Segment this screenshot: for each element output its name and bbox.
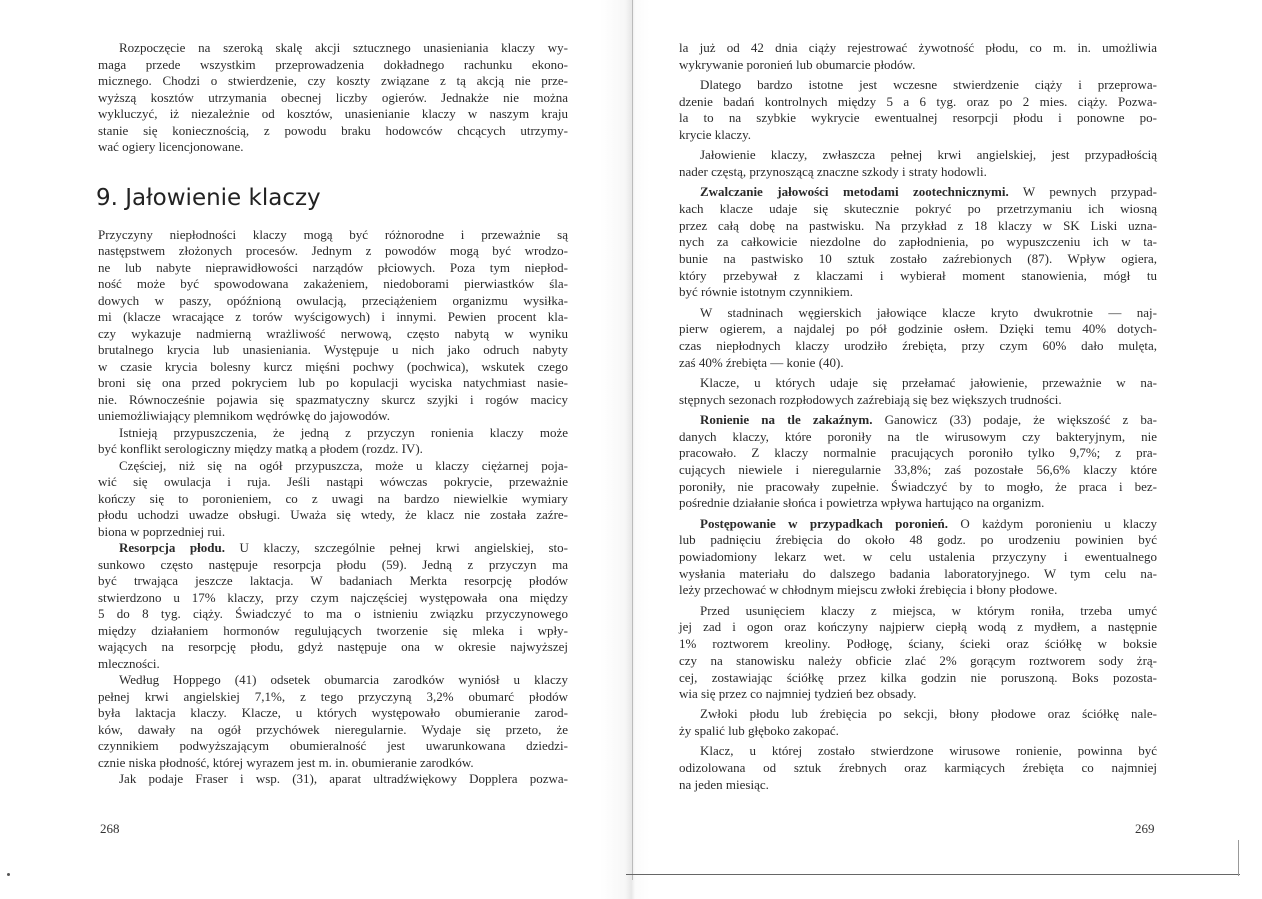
text-line: czy na stanowisku należy obficie zlać 2% gorącym roztworem sody żrą-	[679, 652, 1157, 668]
left-page-text	[98, 40, 568, 788]
text-line: wysłania materiału do dalszego badania laboratoryjnego. W tym celu na-	[679, 565, 1157, 581]
line-text: Ganowicz (33) podaje, że większość z ba-	[872, 412, 1157, 427]
paragraph	[679, 77, 1157, 144]
text-line	[98, 540, 568, 557]
section-lead-bold: Resorpcja płodu.	[119, 540, 225, 555]
text-line: krycie klaczy.	[679, 127, 752, 143]
text-line: 5 do 8 tyg. ciąży. Świadczyć to ma o istnieniu związku przyczynowego	[98, 606, 568, 621]
text-line: nader częstą, przynoszącą znaczne szkody i straty hodowli.	[679, 164, 987, 179]
text-line: wać ogiery licencjonowane.	[98, 139, 244, 154]
text-line: czynnikiem podwyższającym obumieralność jest uwarunkowana dziedzi-	[98, 738, 568, 753]
paragraph	[98, 425, 568, 458]
text-line: maga przede wszystkim przeprowadzenia dokładnego rachunku ekono-	[98, 56, 568, 72]
text-line: mi (klacze wracające z torów wyścigowych) i innymi. Pewien procent kla-	[98, 309, 568, 324]
paragraph	[679, 743, 1157, 793]
line-text: W pewnych przypad-	[1008, 184, 1157, 200]
text-line: uniemożliwiający plemnikom wędrówkę do jajowodów.	[98, 408, 390, 423]
text-line: pracowało. Z klaczy normalnie pracujących poroniło tylko 9,7%; z pra-	[679, 445, 1157, 461]
page-bottom-edge	[626, 874, 1240, 875]
text-line: la już od 42 dnia ciąży rejestrować żywotność płodu, co m. in. umożliwia	[679, 40, 1157, 55]
text-line: odizolowana od sztuk źrebnych oraz karmiących źrebięta co najmniej	[679, 760, 1157, 776]
paragraph	[679, 147, 1157, 180]
text-line: lub padnięciu źrebięcia do około 48 godz. po urodzeniu powinien być	[679, 532, 1157, 548]
text-line: zaś 40% źrebięta — konie (40).	[679, 354, 844, 370]
text-line: wyższą kosztów utrzymania obecnej liczby ogierów. Jednakże nie można	[98, 89, 568, 105]
text-line: Jałowienie klaczy, zwłaszcza pełnej krwi angielskiej, jest przypadłością	[700, 147, 1157, 163]
paragraph	[679, 603, 1157, 703]
paragraph	[679, 375, 1157, 408]
paragraph	[98, 227, 568, 425]
text-line: Według Hoppego (41) odsetek obumarcia zarodków wyniósł u klaczy	[119, 672, 568, 687]
text-line: pełnej krwi angielskiej 7,1%, z tego przyczyną 3,2% obumarć płodów	[98, 688, 568, 704]
text-line: następstwem złożonych procesów. Jednym z powodów mogą być wrodzo-	[98, 243, 568, 258]
text-line: wia się przez co najmniej tydzień bez obsady.	[679, 686, 917, 702]
line-text: O każdym poronieniu u klaczy	[948, 515, 1157, 531]
paragraph	[679, 706, 1157, 739]
text-line: Dlatego bardzo istotne jest wczesne stwierdzenie ciąży i przeprowa-	[700, 76, 1157, 92]
book-spine-shadow	[600, 0, 650, 899]
page-number-right: 269	[1135, 821, 1155, 836]
text-line: ży spalić lub głęboko zakopać.	[679, 723, 839, 739]
text-line: Przyczyny niepłodności klaczy mogą być różnorodne i przeważnie są	[98, 226, 568, 242]
text-line: dzenie badań kontrolnych między 5 a 6 tyg. oraz po 2 mies. ciąży. Pozwa-	[679, 93, 1157, 109]
paragraph	[98, 40, 568, 156]
text-line: poroniły, nie pracowały zupełnie. Świadczyć by to mogło, że praca i bez-	[679, 478, 1157, 494]
text-line: stanie się koniecznością, z powodu braku hodowców chcących utrzymy-	[98, 122, 568, 138]
text-line: Rozpoczęcie na szeroką skalę akcji sztucznego unasieniania klaczy wy-	[119, 40, 568, 55]
text-line	[679, 412, 1157, 429]
text-line: broni się ona przed pokryciem lub po kopulacji wyciska natychmiast nasie-	[98, 375, 568, 390]
text-line: danych klaczy, które poroniły na tle wirusowym czy bakteryjnym, nie	[679, 428, 1157, 444]
text-line: była laktacja klaczy. Klacze, u których występowało obumieranie zarod-	[98, 705, 568, 720]
chapter-heading: 9. Jałowienie klaczy	[96, 184, 321, 211]
text-line: wić się owulacja i ruja. Jeśli nastąpi wówczas pokrycie, przeważnie	[98, 474, 568, 489]
text-line: nych za całkowicie niezdolne do zapłodnienia, po wypuszczeniu ich w ta-	[679, 234, 1157, 250]
text-line: Przed usunięciem klaczy z miejsca, w którym roniła, trzeba umyć	[700, 602, 1157, 618]
text-line: stwierdzono u 17% klaczy, przy czym najczęściej występowała ona między	[98, 589, 568, 605]
text-line: Klacze, u których udaje się przełamać jałowienie, przeważnie w na-	[700, 375, 1157, 391]
text-line: ków, dawały na ogół przychówek nieregularnie. Wydaje się przeto, że	[98, 721, 568, 737]
text-line: wających na resorpcję płodu, gdyż następuje ona w okresie najwyższej	[98, 639, 568, 654]
line-text: U klaczy, szczególnie pełnej krwi angielskiej, sto-	[224, 540, 568, 555]
text-line: być konflikt serologiczny między matką a płodem (rozdz. IV).	[98, 441, 423, 456]
text-line: jej zad i ogon oraz kończyny najpierw ciepłą wodą z mydłem, a następnie	[679, 619, 1157, 635]
paragraph	[98, 540, 568, 672]
section-lead-bold: Ronienie na tle zakaźnym.	[700, 412, 873, 427]
text-line: W stadninach węgierskich jałowiące klacze kryto dwukrotnie — naj-	[700, 304, 1157, 320]
text-line: w czasie krycia bolesny kurcz mięśni pochwy (pochwica), wskutek czego	[98, 358, 568, 374]
text-line: Jak podaje Fraser i wsp. (31), aparat ultradźwiękowy Dopplera pozwa-	[119, 771, 568, 786]
text-line	[679, 516, 1157, 533]
text-line: ność może być spowodowana zakażeniem, niedoborami pierwiastków śla-	[98, 276, 568, 291]
text-line: Częściej, niż się na ogół przypuszcza, może u klaczy ciężarnej poja-	[119, 457, 568, 473]
text-line: Zwłoki płodu lub źrebięcia po sekcji, błony płodowe oraz ściółkę nale-	[700, 706, 1157, 722]
text-line: między działaniem hormonów regulujących tworzenie się mleka i wpły-	[98, 622, 568, 638]
paragraph	[98, 672, 568, 771]
text-line: który przebywał z klaczami i wybierał moment stanowienia, mógł tu	[679, 267, 1157, 283]
paragraph	[679, 412, 1157, 512]
text-line: micznego. Chodzi o stwierdzenie, czy koszty związane z tą akcją nie prze-	[98, 73, 568, 88]
text-line: biona w poprzedniej rui.	[98, 523, 226, 539]
text-line: brutalnego krycia lub unasieniania. Występuje u nich jako odruch nabyty	[98, 342, 568, 357]
paragraph	[679, 305, 1157, 372]
text-line: wykrywanie poronień lub obumarcie płodów.	[679, 56, 916, 72]
text-line: 1% roztworem kreoliny. Podłogę, ściany, ścieki oraz ściółkę w boksie	[679, 636, 1157, 652]
text-line	[679, 184, 1157, 201]
text-line: być trwająca jeszcze laktacja. W badaniach Merkta resorpcję płodów	[98, 573, 568, 588]
page-number-left: 268	[100, 821, 120, 836]
text-line: cznie niska płodność, której wyrazem jest m. in. obumieranie zarodków.	[98, 754, 474, 770]
text-line: nie. Równocześnie pojawia się spazmatyczny skurcz szyjki i rogów macicy	[98, 391, 568, 407]
section-lead-bold: Postępowanie w przypadkach poronień.	[700, 515, 949, 531]
paragraph	[98, 771, 568, 788]
text-line: ne lub nabyte nieprawidłowości narządów płciowych. Poza tym niepłod-	[98, 259, 568, 275]
right-page-text	[679, 40, 1157, 797]
text-line: wykluczyć, iż niezależnie od kosztów, unasienianie klaczy w naszym kraju	[98, 106, 568, 121]
text-line: powiadomiony lekarz wet. w celu ustalenia przyczyny i ewentualnego	[679, 549, 1157, 565]
section-lead-bold: Zwalczanie jałowości metodami zootechnicznymi.	[700, 184, 1009, 200]
text-line: kończy się to poronieniem, co z uwagi na bardzo niewielkie wymiary	[98, 490, 568, 506]
text-line: przez całą dobę na pastwisku. Na przykład z 18 klaczy w SK Liski uzna-	[679, 217, 1157, 233]
scan-speck	[7, 873, 10, 876]
page-right-edge	[1238, 840, 1239, 876]
text-line: bunie na pastwisko 10 sztuk zostało zaźrebionych (87). Wpływ ogiera,	[679, 251, 1157, 267]
text-line: być równie istotnym czynnikiem.	[679, 284, 854, 300]
text-line: cej, zostawiając ściółkę przez kilka godzin nie poruszoną. Boks pozosta-	[679, 669, 1157, 685]
text-line: dowych w paszy, opóźnioną owulacją, przeciążeniem organizmu wysiłka-	[98, 292, 568, 308]
text-line: pierw ogierem, a najdalej po pół godzinie osłem. Dzięki temu 40% dotych-	[679, 321, 1157, 337]
text-line: czas niepłodnych klaczy urodziło źrebięta, przy czym 60% dało mulęta,	[679, 338, 1157, 354]
book-gutter-line	[632, 0, 633, 880]
text-line: mleczności.	[98, 655, 160, 671]
paragraph	[98, 458, 568, 541]
text-line: cujących niewiele i nieregularnie 33,8%; zaś pozostałe 56,6% klaczy które	[679, 462, 1157, 478]
text-line: sunkowo często następuje resorpcja płodu (59). Jedną z przyczyn ma	[98, 556, 568, 572]
paragraph	[679, 184, 1157, 301]
paragraph	[679, 516, 1157, 599]
text-line: stępnych sezonach rozpłodowych zaźrebiają się bez większych trudności.	[679, 391, 1062, 407]
text-line: pośrednie działanie słońca i powietrza wpływa hartująco na organizm.	[679, 495, 1045, 511]
paragraph	[679, 40, 1157, 73]
text-line: kach klacze udaje się skutecznie pokryć po przetrzymaniu ich wiosną	[679, 200, 1157, 216]
text-line: la to na szybkie wykrycie ewentualnej resorpcji płodu i ponowne po-	[679, 110, 1157, 126]
text-line: płodu uchodzi uwadze obsługi. Uważa się wtedy, że klacz nie została zaźre-	[98, 507, 568, 522]
text-line: na jeden miesiąc.	[679, 776, 769, 792]
text-line: leży przechować w chłodnym miejscu zwłoki źrebięcia i błony płodowe.	[679, 582, 1058, 598]
text-line: czy wykazuje nadmierną wrażliwość nerwową, często nabytą w wyniku	[98, 325, 568, 341]
text-line: Klacz, u której zostało stwierdzone wirusowe ronienie, powinna być	[700, 743, 1157, 759]
text-line: Istnieją przypuszczenia, że jedną z przyczyn ronienia klaczy może	[119, 424, 568, 440]
